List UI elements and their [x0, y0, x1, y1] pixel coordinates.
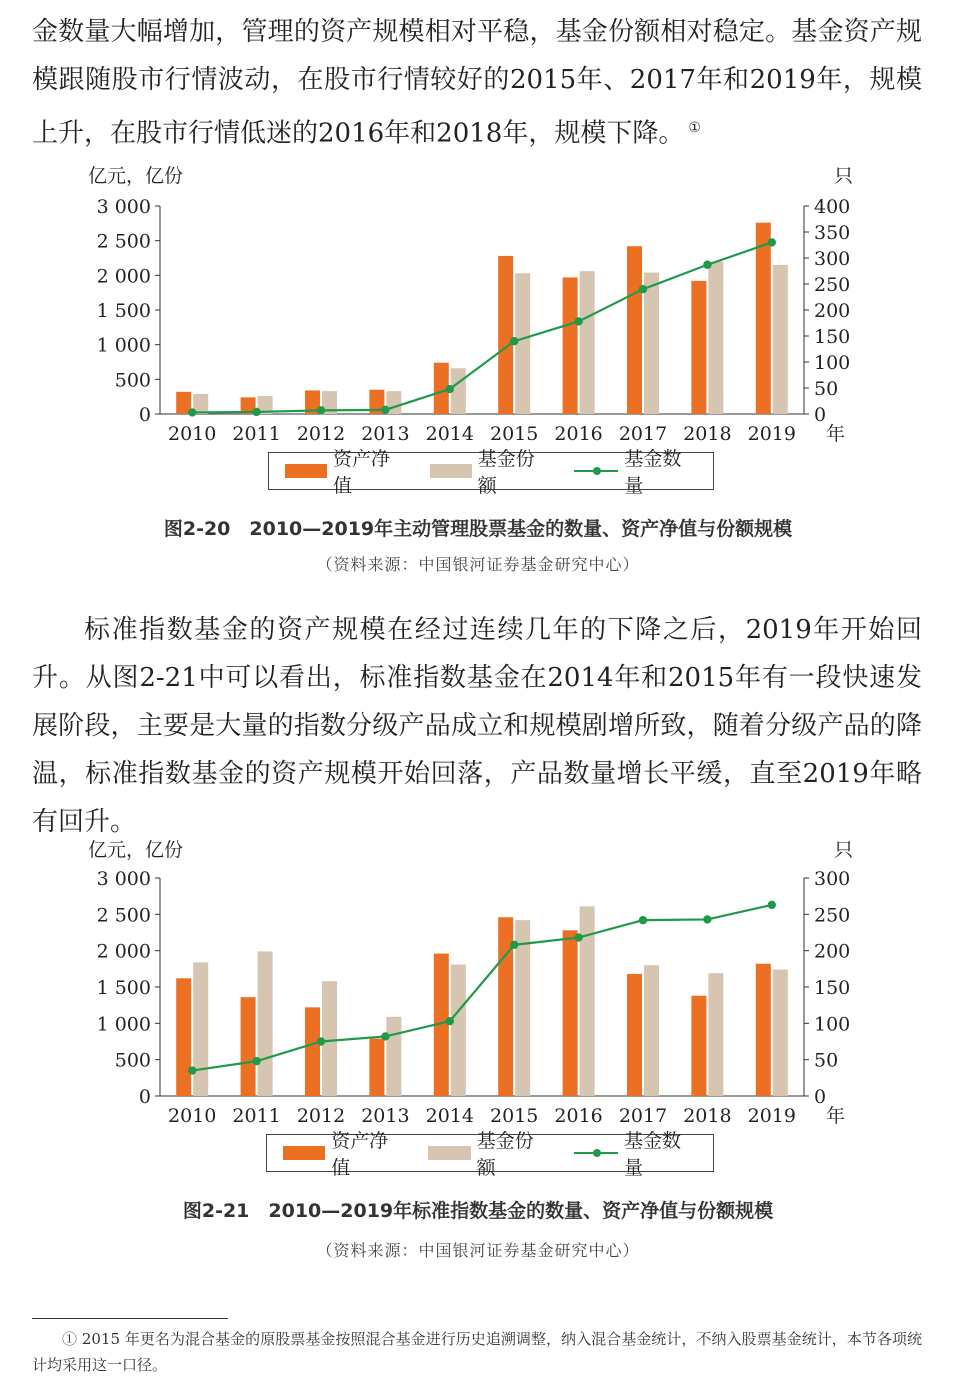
y-axis-title: 亿元，亿份 — [88, 839, 184, 861]
chart-2-21-legend — [266, 1130, 714, 1179]
y-tick-label: 3 000 — [96, 196, 151, 218]
x-tick-label: 2017 — [618, 1105, 668, 1127]
bar-shares-2012 — [322, 981, 337, 1096]
line-count — [192, 905, 772, 1071]
y-tick-label: 0 — [138, 404, 151, 426]
legend-swatch-nav — [283, 1146, 325, 1160]
bar-nav-2016 — [563, 930, 578, 1096]
x-tick-label: 2011 — [232, 423, 281, 445]
x-tick-label: 2014 — [425, 423, 474, 445]
figure-source-2-20: （资料来源：中国银河证券基金研究中心） — [316, 555, 640, 574]
y2-tick-label: 50 — [814, 378, 839, 400]
x-axis-unit: 年 — [826, 423, 846, 445]
point-count-2019 — [768, 238, 776, 246]
bar-shares-2019 — [773, 970, 788, 1096]
y2-tick-label: 300 — [814, 868, 851, 890]
x-tick-label: 2019 — [747, 423, 796, 445]
point-count-2012 — [317, 406, 325, 414]
bar-shares-2018 — [708, 973, 723, 1096]
legend-swatch-shares — [428, 1146, 470, 1160]
legend-label-shares: 基金份额 — [476, 1130, 534, 1179]
y-tick-label: 2 500 — [96, 904, 151, 927]
x-tick-label: 2013 — [361, 423, 410, 445]
y-tick-label: 2 000 — [96, 265, 151, 288]
x-tick-label: 2018 — [683, 1105, 732, 1127]
legend-item-shares — [430, 444, 551, 498]
bar-nav-2015 — [498, 256, 513, 414]
x-tick-label: 2012 — [296, 423, 346, 445]
y-tick-label: 1 500 — [96, 977, 151, 999]
point-count-2011 — [252, 1057, 260, 1065]
bar-shares-2017 — [644, 965, 659, 1096]
bar-nav-2011 — [241, 997, 256, 1096]
y2-tick-label: 100 — [814, 1013, 851, 1036]
chart-2-20-legend — [268, 448, 714, 497]
figure-caption-2-20: 图2-20 2010—2019年主动管理股票基金的数量、资产净值与份额规模 — [163, 518, 793, 540]
legend-swatch-nav — [285, 464, 327, 478]
y2-tick-label: 150 — [814, 326, 851, 348]
legend-label-nav: 资产净值 — [333, 448, 391, 497]
point-count-2019 — [768, 901, 776, 909]
bar-shares-2011 — [258, 951, 273, 1096]
bar-nav-2013 — [369, 1039, 384, 1096]
y2-tick-label: 400 — [814, 196, 851, 218]
chart-2-21-plot — [0, 836, 956, 1132]
point-count-2015 — [510, 941, 518, 949]
bar-shares-2016 — [580, 271, 595, 414]
footnote-reference: ① — [688, 120, 701, 136]
chart-2-20 — [0, 160, 956, 500]
x-tick-label: 2018 — [683, 423, 732, 445]
legend-label-count: 基金数量 — [623, 1130, 681, 1179]
bar-nav-2017 — [627, 246, 642, 414]
bar-nav-2018 — [691, 281, 706, 414]
y2-axis-title: 只 — [834, 839, 854, 861]
bar-shares-2010 — [193, 962, 208, 1096]
point-count-2015 — [510, 337, 518, 345]
legend-swatch-count — [574, 464, 618, 478]
y2-tick-label: 300 — [814, 248, 851, 270]
point-count-2013 — [381, 1032, 389, 1040]
y-tick-label: 1 000 — [96, 1013, 151, 1036]
x-tick-label: 2013 — [361, 1105, 410, 1127]
point-count-2018 — [703, 261, 711, 269]
bar-nav-2010 — [176, 978, 191, 1096]
bar-nav-2019 — [756, 223, 771, 414]
legend-swatch-count — [574, 1146, 618, 1160]
x-tick-label: 2012 — [296, 1105, 346, 1127]
legend-swatch-shares — [430, 464, 472, 478]
paragraph-text: 金数量大幅增加，管理的资产规模相对平稳，基金份额相对稳定。基金资产规模跟随股市行情波动，在股市行情较好的2015年、2017年和2019年，规模上升，在股市行情低迷的2016年和2018年，规模下降。 — [32, 17, 922, 149]
y2-tick-label: 100 — [814, 352, 851, 374]
legend-item-shares — [428, 1126, 549, 1180]
y-tick-label: 1 000 — [96, 334, 151, 357]
legend-label-count: 基金数量 — [624, 448, 682, 497]
figure-caption-2-21: 图2-21 2010—2019年标准指数基金的数量、资产净值与份额规模 — [182, 1200, 774, 1222]
y-axis-title: 亿元，亿份 — [88, 165, 184, 187]
y2-tick-label: 50 — [814, 1049, 839, 1072]
x-tick-label: 2016 — [554, 1105, 603, 1127]
point-count-2018 — [703, 915, 711, 923]
x-tick-label: 2016 — [554, 423, 603, 445]
point-count-2017 — [639, 285, 647, 293]
legend-item-nav — [285, 444, 406, 498]
bar-nav-2019 — [756, 964, 771, 1096]
x-tick-label: 2011 — [232, 1105, 281, 1127]
footnote-divider — [32, 1318, 228, 1319]
legend-label-nav: 资产净值 — [331, 1130, 389, 1179]
x-tick-label: 2017 — [618, 423, 668, 445]
point-count-2010 — [188, 1066, 196, 1074]
y2-tick-label: 0 — [814, 404, 827, 426]
point-count-2010 — [188, 408, 196, 416]
legend-item-count — [574, 444, 697, 498]
body-paragraph-2: 标准指数基金的资产规模在经过连续几年的下降之后，2019年开始回升。从图2-21中可以看出，标准指数基金在2014年和2015年有一段快速发展阶段，主要是大量的指数分级产品成立和规模剧增所致，随着分级产品的降温，标准指数基金的资产规模开始回落，产品数量增长平缓，直至2019年略有回升。 — [32, 615, 922, 837]
point-count-2016 — [574, 933, 582, 941]
y-tick-label: 500 — [114, 1049, 151, 1072]
bar-nav-2012 — [305, 1007, 320, 1096]
figure-source-2-21: （资料来源：中国银河证券基金研究中心） — [316, 1241, 640, 1260]
point-count-2014 — [446, 385, 454, 393]
y-tick-label: 2 000 — [96, 940, 151, 963]
y-tick-label: 3 000 — [96, 868, 151, 890]
y2-tick-label: 250 — [814, 274, 851, 296]
line-count — [192, 242, 772, 412]
bar-shares-2013 — [386, 1017, 401, 1096]
x-tick-label: 2015 — [490, 1105, 539, 1127]
x-tick-label: 2019 — [747, 1105, 796, 1127]
y-tick-label: 500 — [114, 369, 151, 392]
bar-nav-2018 — [691, 996, 706, 1096]
y-tick-label: 1 500 — [96, 300, 151, 322]
chart-2-21 — [0, 836, 956, 1179]
point-count-2017 — [639, 916, 647, 924]
x-tick-label: 2015 — [490, 423, 539, 445]
footnote: ① 2015 年更名为混合基金的原股票基金按照混合基金进行历史追溯调整，纳入混合基金统计，不纳入股票基金统计，本节各项统计均采用这一口径。 — [32, 1330, 922, 1374]
x-tick-label: 2010 — [168, 423, 217, 445]
y2-tick-label: 200 — [814, 300, 851, 322]
x-axis-unit: 年 — [826, 1105, 846, 1127]
y-tick-label: 0 — [138, 1086, 151, 1108]
point-count-2016 — [574, 317, 582, 325]
point-count-2012 — [317, 1037, 325, 1045]
legend-label-shares: 基金份额 — [477, 448, 535, 497]
chart-2-20-plot — [0, 160, 956, 450]
y2-tick-label: 250 — [814, 904, 851, 927]
bar-nav-2016 — [563, 277, 578, 414]
bar-shares-2018 — [708, 261, 723, 414]
y2-tick-label: 150 — [814, 977, 851, 999]
body-paragraph-1 — [32, 8, 922, 158]
y2-tick-label: 350 — [814, 222, 851, 244]
bar-shares-2014 — [451, 964, 466, 1096]
y-tick-label: 2 500 — [96, 230, 151, 253]
point-count-2014 — [446, 1017, 454, 1025]
legend-item-nav — [283, 1126, 404, 1180]
bar-shares-2017 — [644, 273, 659, 414]
x-tick-label: 2010 — [168, 1105, 217, 1127]
x-tick-label: 2014 — [425, 1105, 474, 1127]
point-count-2011 — [252, 408, 260, 416]
bar-nav-2017 — [627, 974, 642, 1096]
y2-tick-label: 0 — [814, 1086, 827, 1108]
legend-item-count — [574, 1126, 697, 1180]
y2-tick-label: 200 — [814, 940, 851, 963]
bar-shares-2019 — [773, 265, 788, 414]
y2-axis-title: 只 — [834, 165, 854, 187]
point-count-2013 — [381, 406, 389, 414]
